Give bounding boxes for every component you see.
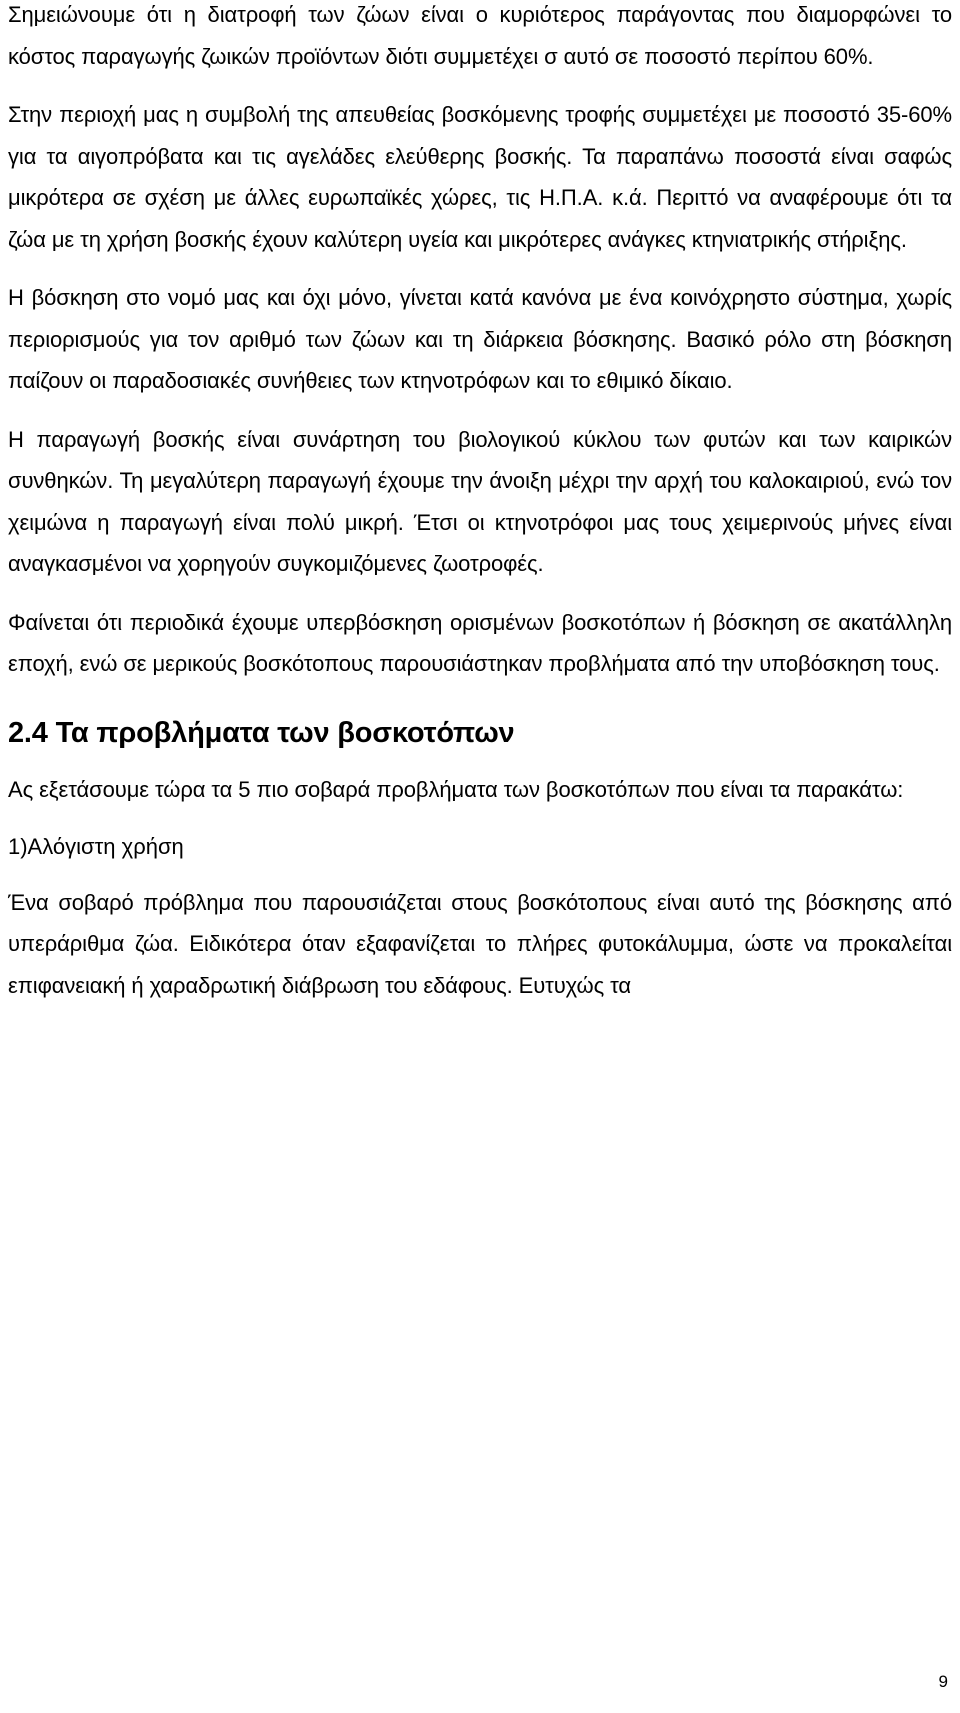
paragraph-grazing-system: Η βόσκηση στο νομό μας και όχι μόνο, γίνεται κατά κανόνα με ένα κοινόχρηστο σύστημα, χωρίς περιορισμούς για τον αριθμό των ζώων και τη διάρκεια βόσκησης. Βασικό ρόλο στη βόσκηση παίζουν οι παραδοσιακές συνήθειες των κτηνοτρόφων και το εθιμικό δίκαιο. (8, 285, 952, 393)
paragraph-overgrazing: Φαίνεται ότι περιοδικά έχουμε υπερβόσκηση ορισμένων βοσκοτόπων ή βόσκηση σε ακατάλληλη εποχή, ενώ σε μερικούς βοσκότοπους παρουσιάστηκαν προβλήματα από την υποβόσκηση τους. (8, 609, 952, 676)
section-body: Ένα σοβαρό πρόβλημα που παρουσιάζεται στους βοσκότοπους είναι αυτό της βόσκησης από υπεράριθμα ζώα. Ειδικότερα όταν εξαφανίζεται το πλήρες φυτοκάλυμμα, ώστε να προκαλείται επιφανειακή ή χαραδρωτική διάβρωση του εδάφους. Ευτυχώς τα (8, 889, 952, 998)
section-intro: Ας εξετάσουμε τώρα τα 5 πιο σοβαρά προβλήματα των βοσκοτόπων που είναι τα παρακάτω: (8, 776, 904, 802)
page-number: 9 (938, 1672, 948, 1691)
subsection-heading: 1)Αλόγιστη χρήση (8, 834, 184, 859)
paragraph-animal-feeding-cost: Σημειώνουμε ότι η διατροφή των ζώων είναι ο κυριότερος παράγοντας που διαμορφώνει το κόστος παραγωγής ζωικών προϊόντων διότι συμμετέχει σ αυτό σε ποσοστό περίπου 60%. (8, 2, 952, 69)
paragraph-grazing-contribution: Στην περιοχή μας η συμβολή της απευθείας βοσκόμενης τροφής συμμετέχει με ποσοστό 35-60% για τα αιγοπρόβατα και τις αγελάδες ελεύθερης βοσκής. Τα παραπάνω ποσοστά είναι σαφώς μικρότερα σε σχέση με άλλες ευρωπαϊκές χώρες, τις Η.Π.Α. κ.ά. Περιττό να αναφέρουμε ότι τα ζώα με τη χρήση βοσκής έχουν καλύτερη υγεία και μικρότερες ανάγκες κτηνιατρικής στήριξης. (8, 102, 952, 252)
section-heading: 2.4 Τα προβλήματα των βοσκοτόπων (8, 716, 515, 749)
document-page (8, 0, 952, 1006)
paragraph-grazing-production: Η παραγωγή βοσκής είναι συνάρτηση του βιολογικού κύκλου των φυτών και των καιρικών συνθηκών. Τη μεγαλύτερη παραγωγή έχουμε την άνοιξη μέχρι την αρχή του καλοκαιριού, ενώ τον χειμώνα η παραγωγή είναι πολύ μικρή. Έτσι οι κτηνοτρόφοι μας τους χειμερινούς μήνες είναι αναγκασμένοι να χορηγούν συγκομιζόμενες ζωοτροφές. (8, 426, 952, 576)
